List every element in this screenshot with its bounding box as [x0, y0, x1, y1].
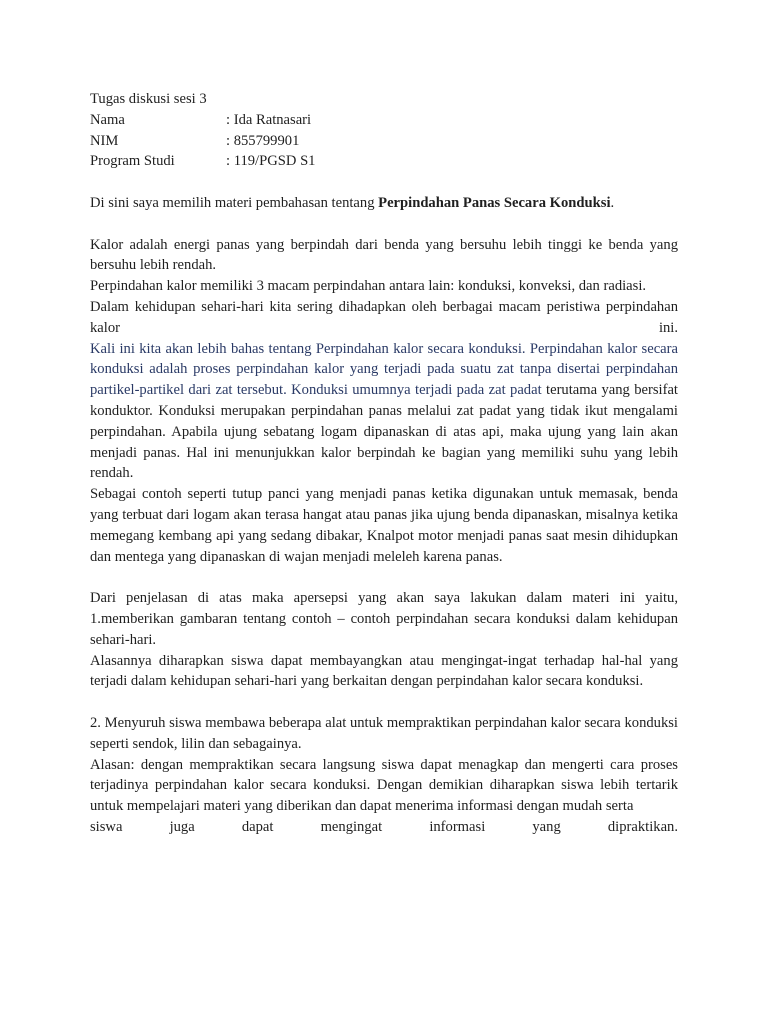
- apersepsi-lead: Dari penjelasan di atas maka apersepsi yang akan saya lakukan dalam materi ini yaitu,: [90, 590, 678, 607]
- document-page: [90, 89, 678, 838]
- intro-text: Di sini saya memilih materi pembahasan tentang: [90, 194, 379, 211]
- field-label: Program Studi: [90, 153, 175, 170]
- field-label: NIM: [90, 132, 119, 149]
- word-kalor: kalor: [90, 319, 120, 336]
- assignment-title: Tugas diskusi sesi 3: [90, 91, 207, 107]
- field-value: : 119/PGSD S1: [226, 153, 316, 170]
- paragraph-examples: Sebagai contoh seperti tutup panci yang menjadi panas ketika digunakan untuk memasak, benda yang terbuat dari logam akan terasa hangat atau panas jika ujung benda dipanaskan, misalnya ketika memegang kembang api yang sedang dibakar, Knalpot motor menjadi panas saat mesin dihidupkan dan mentega yang dipanaskan di wajan menjadi meleleh karena panas.: [90, 486, 678, 565]
- paragraph-definition: Kalor adalah energi panas yang berpindah dari benda yang bersuhu lebih tinggi ke benda yang bersuhu lebih rendah.: [90, 236, 678, 274]
- field-row-nama: [90, 110, 678, 131]
- paragraph-daily-life-end: [90, 318, 678, 339]
- apersepsi-item-2: 2. Menyuruh siswa membawa beberapa alat untuk mempraktikan perpindahan kalor secara konduksi seperti sendok, lilin dan sebagainya.: [90, 714, 678, 752]
- field-value: : Ida Ratnasari: [226, 111, 312, 128]
- apersepsi-item-1: 1.memberikan gambaran tentang contoh – contoh perpindahan secara konduksi dalam kehidupan sehari-hari.: [90, 610, 678, 648]
- field-value: : 855799901: [226, 132, 300, 149]
- field-label: Nama: [90, 111, 125, 128]
- conduction-explanation-text: terutama yang bersifat konduktor. Konduksi merupakan perpindahan panas melalui zat padat yang tidak ikut mengalami perpindahan. Apabila ujung sebatang logam dipanaskan di atas api, maka ujung yang lain akan menjadi panas. Hal ini menunjukkan kalor berpindah ke bagian yang memiliki suhu yang lebih rendah.: [90, 382, 678, 482]
- conduction-definition-text: Kali ini kita akan lebih bahas tentang Perpindahan kalor secara konduksi. Perpindahan kalor secara konduksi adalah proses perpindahan kalor yang terjadi pada suatu zat tanpa disertai perpindahan partikel-partikel dari zat tersebut. Konduksi umumnya terjadi pada zat padat: [90, 340, 678, 399]
- field-row-program-studi: [90, 151, 678, 172]
- topic-title: Perpindahan Panas Secara Konduksi: [378, 194, 611, 211]
- apersepsi-reason-1: Alasannya diharapkan siswa dapat membayangkan atau mengingat-ingat terhadap hal-hal yang terjadi dalam kehidupan sehari-hari yang berkaitan dengan perpindahan kalor secara konduksi.: [90, 652, 678, 690]
- word-ini: ini.: [658, 319, 678, 336]
- paragraph-conduction: [90, 339, 678, 485]
- intro-period: .: [610, 194, 615, 211]
- apersepsi-reason-2: Alasan: dengan mempraktikan secara langsung siswa dapat menagkap dan mengerti cara proses terjadinya perpindahan kalor secara konduksi. Dengan demikian diharapkan siswa lebih tertarik untuk mempelajari materi yang diberikan dan dapat menerima informasi dengan mudah serta: [90, 756, 678, 815]
- intro-sentence: [90, 193, 678, 214]
- field-row-nim: [90, 131, 678, 152]
- paragraph-types: Perpindahan kalor memiliki 3 macam perpindahan antara lain: konduksi, konveksi, dan radiasi.: [90, 278, 647, 295]
- apersepsi-reason-2-end: siswa juga dapat mengingat informasi yang dipraktikan.: [90, 818, 678, 835]
- paragraph-daily-life: Dalam kehidupan sehari-hari kita sering dihadapkan oleh berbagai macam peristiwa perpindahan: [90, 298, 678, 315]
